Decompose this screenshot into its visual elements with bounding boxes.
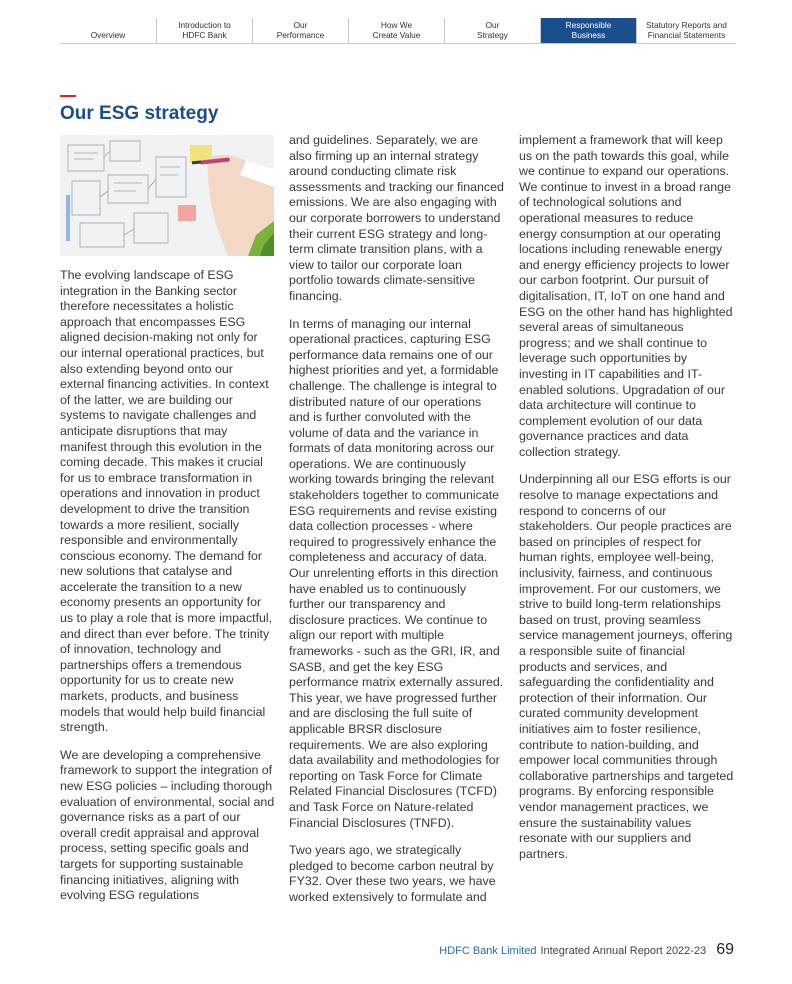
whiteboard-planning-photo [60,135,274,256]
top-navigation [60,18,736,44]
page-footer [439,941,734,959]
body-paragraph: In terms of managing our internal operational practices, capturing ESG performance data remains one of our highest priorities and yet, a formidable challenge. The challenge is integral to distributed nature of our operations and is further convoluted with the volume of data and the variance in formats of data monitoring across our operations. We are continuously working towards bringing the relevant stakeholders together to communicate ESG requirements and revise existing data collection processes - where required to progressively enhance the completeness and accuracy of data. Our unrelenting efforts in this direction have enabled us to continuously further our transparency and disclosure practices. We continue to align our report with multiple frameworks - such as the GRI, IR, and SASB, and get the key ESG performance matrix externally assured. This year, we have progressed further and are disclosing the full suite of applicable BRSR disclosure requirements. We are also exploring data availability and methodologies for reporting on Task Force for Climate Related Financial Disclosures (TCFD) and Task Force on Nature-related Financial Disclosures (TNFD). [289,316,504,830]
title-accent-bar [60,95,76,97]
footer-report-title: Integrated Annual Report 2022-23 [540,945,707,957]
page-number: 69 [716,941,734,958]
body-paragraph: implement a framework that will keep us on the path towards this goal, while we continue to expand our operations. We continue to invest in a broad range of technological solutions and operational measures to reduce energy consumption at our operating locations including renewable energy and energy efficiency projects to lower our carbon footprint. Our pursuit of digitalisation, IT, IoT on one hand and ESG on the other hand has highlighted several areas of simultaneous progress; and we shall continue to leverage such opportunities by investing in IT capabilities and IT-enabled solutions. Upgradation of our data architecture will continue to complement evolution of our data governance practices and data collection strategy. [519,133,733,459]
text-column-1 [60,268,275,916]
tab-overview[interactable]: Overview [60,18,157,43]
tab-introduction-to-hdfc-bank[interactable]: Introduction to HDFC Bank [157,18,253,43]
body-paragraph: and guidelines. Separately, we are also firming up an internal strategy around conducting climate risk assessments and tracking our financed emissions. We are also engaging with our corporate borrowers to understand their current ESG strategy and long-term climate transition plans, with a view to tailor our corporate loan portfolio towards climate-sensitive financing. [289,133,504,303]
body-paragraph: The evolving landscape of ESG integration in the Banking sector therefore necessitates a holistic approach that encompasses ESG aligned decision-making not only for our internal operational practices, but also extending beyond onto our external financing activities. In context of the latter, we are building our systems to navigate challenges and anticipate disruptions that may manifest through this evolution in the coming decade. This makes it crucial for us to embrace transformation in operations and innovation in product development to drive the transition towards a more resilient, socially responsible and environmentally conscious economy. The demand for new solutions that catalyse and accelerate the transition to a new economy presents an opportunity for us to play a role that is more impactful, and direct than ever before. The trinity of innovation, technology and partnerships offers a tremendous opportunity for us to create new markets, products, and business models that would help build financial strength. [60,268,273,735]
footer-bank-name: HDFC Bank Limited [439,945,537,957]
tab-statutory-reports-and-financial-statements[interactable]: Statutory Reports and Financial Statements [646,20,727,40]
tab-how-we-create-value[interactable]: How We Create Value [349,18,445,43]
text-column-3 [519,133,734,874]
tab-our-performance[interactable]: Our Performance [253,18,349,43]
body-paragraph: We are developing a comprehensive framework to support the integration of new ESG policies – including thorough evaluation of environmental, social and governance risks as a part of our overall credit appraisal and approval process, setting specific goals and targets for supporting sustainable financing initiatives, aligning with evolving ESG regulations [60,747,275,903]
body-paragraph: Underpinning all our ESG efforts is our resolve to manage expectations and respond to concerns of our stakeholders. Our people practices are based on principles of respect for human rights, employee well-being, inclusivity, fairness, and continuous improvement. For our customers, we strive to build long-term relationships based on trust, proving seamless service management journeys, offering a responsible suite of financial products and services, and safeguarding the confidentiality and protection of their information. Our curated community development initiatives aim to foster resilience, contribute to nation-building, and empower local communities through collaborative partnerships and targeted programs. By enforcing responsible vendor management practices, we ensure the sustainability values resonate with our suppliers and partners. [519,472,734,861]
body-paragraph: Two years ago, we strategically pledged to become carbon neutral by FY32. Over these two years, we have worked extensively to formulate and [289,843,496,904]
tab-our-strategy[interactable]: Our Strategy [445,18,541,43]
page-title: Our ESG strategy [60,103,219,124]
tab-responsible-business[interactable]: Responsible Business [541,18,637,43]
text-column-2 [289,133,504,918]
